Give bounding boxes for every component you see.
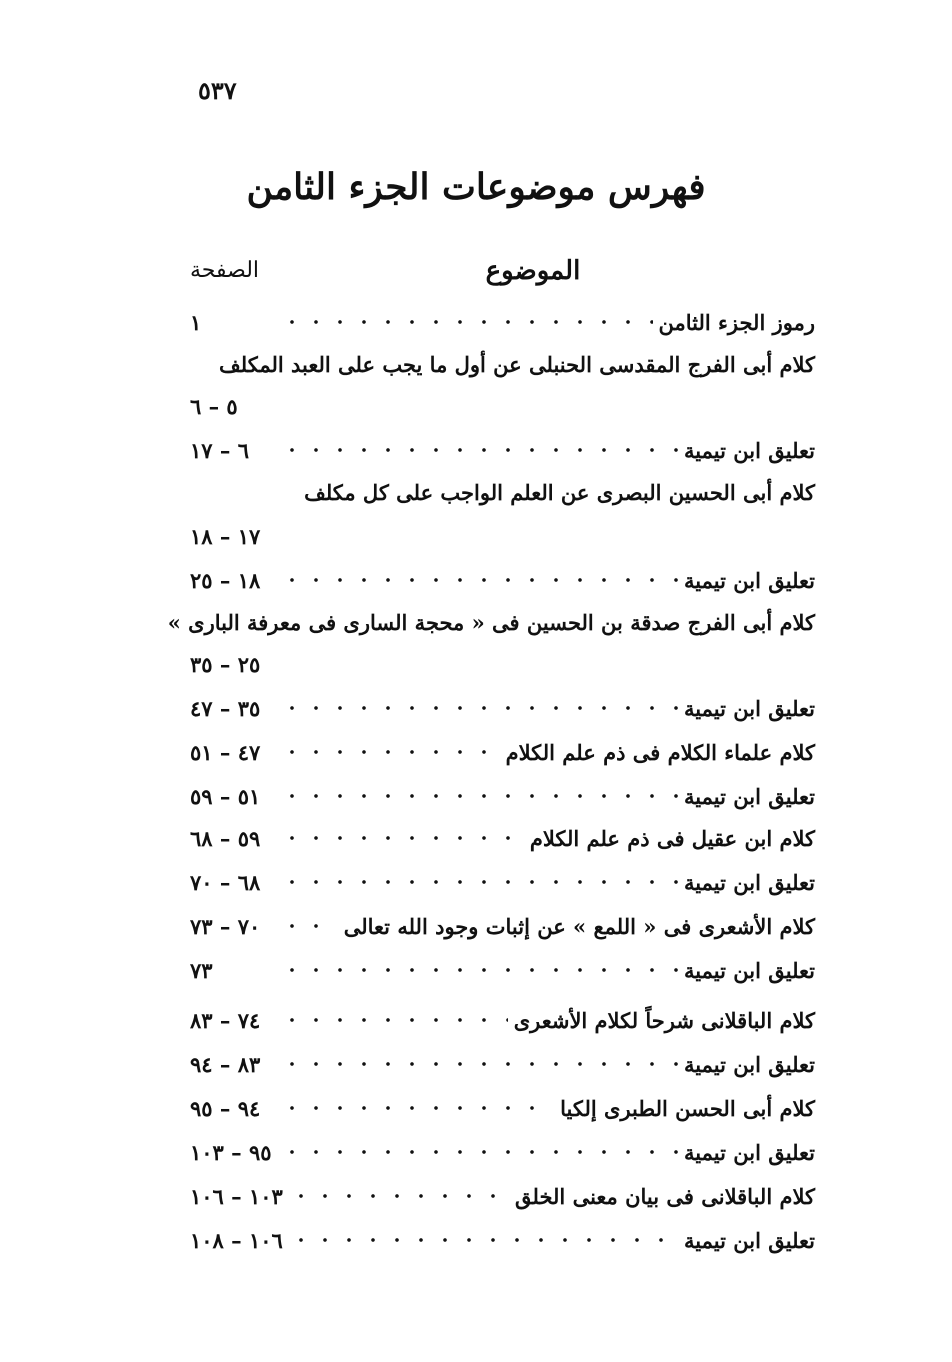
toc-entry [190,472,815,512]
dot-leader [280,792,678,800]
toc-pages: ١٠٣ – ١٠٦ [190,1183,283,1209]
toc-entry [190,688,815,728]
toc-entry [167,602,815,642]
toc-topic: كلام أبى الحسين البصرى عن العلم الواجب على كل مكلف [304,479,815,505]
toc-entry [190,1176,815,1216]
toc-topic: تعليق ابن تيمية [684,783,815,809]
dot-leader [280,1016,508,1024]
toc-entry [190,344,815,384]
dot-leader [280,1104,554,1112]
dot-leader [280,532,809,540]
topic-column-header: الموضوع [485,256,581,286]
toc-entry [190,516,815,556]
toc-pages: ٧٣ [190,957,213,983]
toc-entry [190,862,815,902]
page-number: ٥٣٧ [198,76,237,105]
toc-entry [190,1044,815,1084]
toc-pages: ١٧ – ١٨ [190,523,261,549]
toc-pages: ٥ – ٦ [190,393,238,419]
toc-topic: كلام أبى الفرج صدقة بن الحسين فى « محجة السارى فى معرفة البارى » [167,609,815,635]
toc-entry [190,560,815,600]
toc-pages: ٧٠ – ٧٣ [190,913,261,939]
toc-topic: كلام الباقلانى شرحاً لكلام الأشعرى [513,1007,815,1033]
dot-leader [289,1192,509,1200]
toc-topic: تعليق ابن تيمية [684,695,815,721]
toc-entry [190,1132,815,1172]
toc-pages: ١٨ – ٢٥ [190,567,261,593]
toc-entry [190,732,815,772]
toc-entry [190,430,815,470]
toc-topic: رموز الجزء الثامن [658,309,815,335]
toc-entry [190,1088,815,1128]
toc-pages: ٤٧ – ٥١ [190,739,261,765]
toc-topic: كلام علماء الكلام فى ذم علم الكلام [505,739,815,765]
toc-topic: تعليق ابن تيمية [684,567,815,593]
dot-leader [280,1060,678,1068]
dot-leader [280,1148,678,1156]
dot-leader [280,660,809,668]
toc-topic: تعليق ابن تيمية [684,869,815,895]
dot-leader [280,488,298,496]
toc-entry [190,776,815,816]
toc-topic: تعليق ابن تيمية [684,437,815,463]
toc-topic: تعليق ابن تيمية [684,1139,815,1165]
toc-pages: ٦٨ – ٧٠ [190,869,261,895]
dot-leader [289,1236,678,1244]
toc-entry [190,950,815,990]
toc-entry [190,644,815,684]
toc-pages: ٣٥ – ٤٧ [190,695,261,721]
dot-leader [280,748,500,756]
page-column-header: الصفحة [190,258,260,283]
toc-pages: ١٠٦ – ١٠٨ [190,1227,283,1253]
dot-leader [280,446,678,454]
toc-pages: ٧٤ – ٨٣ [190,1007,261,1033]
dot-leader [280,966,678,974]
toc-topic: تعليق ابن تيمية [684,1227,815,1253]
dot-leader [280,834,524,842]
dot-leader [280,878,678,886]
dot-leader [280,402,809,410]
toc-pages: ٦ – ١٧ [190,437,249,463]
toc-pages: ٩٤ – ٩٥ [190,1095,261,1121]
toc-pages: ٨٣ – ٩٤ [190,1051,261,1077]
toc-entry [190,302,815,342]
toc-topic: تعليق ابن تيمية [684,957,815,983]
dot-leader [280,318,653,326]
toc-topic: كلام أبى الفرج المقدسى الحنبلى عن أول ما يجب على العبد المكلف [219,351,815,377]
toc-topic: تعليق ابن تيمية [684,1051,815,1077]
toc-topic: كلام الباقلانى فى بيان معنى الخلق [515,1183,815,1209]
page-title: فهرس موضوعات الجزء الثامن [246,166,706,208]
toc-entry [190,818,815,858]
toc-pages: ٩٥ – ١٠٣ [190,1139,272,1165]
dot-leader [280,922,338,930]
toc-pages: ٥١ – ٥٩ [190,783,261,809]
toc-entry [190,1000,815,1040]
dot-leader [280,576,678,584]
toc-entry [190,1220,815,1260]
dot-leader [280,704,678,712]
toc-entry [190,386,815,426]
toc-topic: كلام الأشعرى فى « اللمع » عن إثبات وجود الله تعالى [343,913,815,939]
toc-topic: كلام أبى الحسن الطبرى إلكيا [560,1095,815,1121]
toc-pages: ٥٩ – ٦٨ [190,825,261,851]
toc-entry [190,906,815,946]
toc-pages: ٢٥ – ٣٥ [190,651,261,677]
toc-pages: ١ [190,309,202,335]
toc-topic: كلام ابن عقيل فى ذم علم الكلام [529,825,815,851]
